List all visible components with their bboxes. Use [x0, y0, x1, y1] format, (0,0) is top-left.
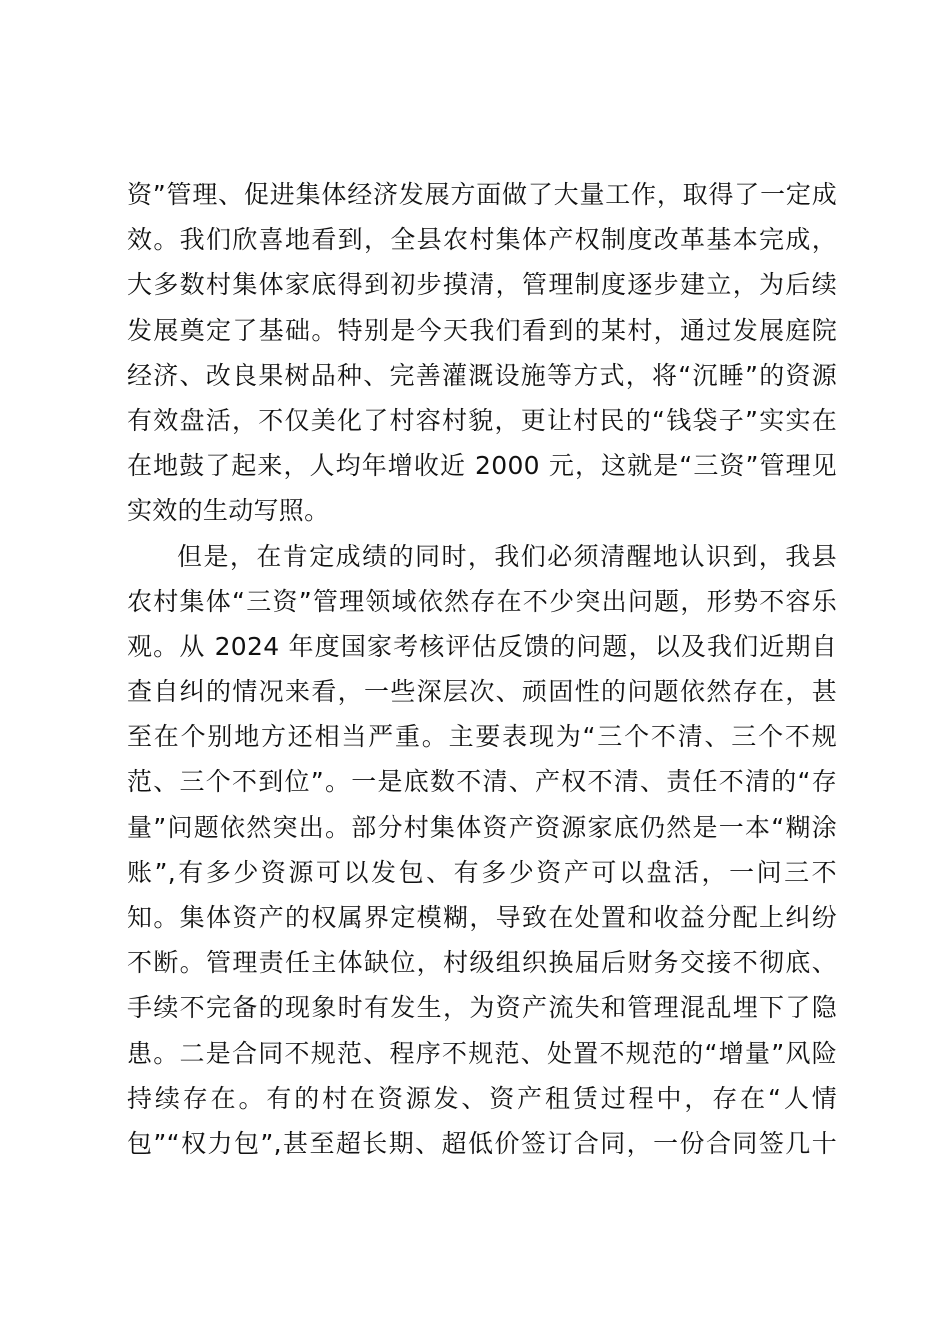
text-line: 观。从 2024 年度国家考核评估反馈的问题，以及我们近期自 — [127, 631, 837, 661]
text-line: 查自纠的情况来看，一些深层次、顽固性的问题依然存在，甚 — [127, 677, 837, 707]
text-line: 经济、改良果树品种、完善灌溉设施等方式，将“沉睡”的资源 — [127, 360, 837, 390]
text-line: 在地鼓了起来，人均年增收近 2000 元，这就是“三资”管理见 — [127, 451, 837, 481]
text-line: 但是，在肯定成绩的同时，我们必须清醒地认识到，我县 — [177, 541, 837, 571]
text-line: 持续存在。有的村在资源发、资产租赁过程中，存在“人情 — [127, 1083, 837, 1113]
text-line: 效。我们欣喜地看到，全县农村集体产权制度改革基本完成， — [127, 225, 837, 255]
text-line: 资”管理、促进集体经济发展方面做了大量工作，取得了一定成 — [127, 180, 837, 209]
text-line: 知。集体资产的权属界定模糊，导致在处置和收益分配上纠纷 — [127, 903, 837, 932]
text-line: 不断。管理责任主体缺位，村级组织换届后财务交接不彻底、 — [127, 948, 837, 978]
text-line: 发展奠定了基础。特别是今天我们看到的某村，通过发展庭院 — [127, 315, 837, 345]
text-line: 患。二是合同不规范、程序不规范、处置不规范的“增量”风险 — [127, 1038, 837, 1068]
body-text — [127, 172, 837, 1166]
paragraph-2 — [127, 534, 837, 1167]
text-line: 量”问题依然突出。部分村集体资产资源家底仍然是一本“糊涂 — [127, 812, 837, 842]
text-line: 农村集体“三资”管理领域依然存在不少突出问题，形势不容乐 — [127, 586, 837, 616]
text-line: 账”,有多少资源可以发包、有多少资产可以盘活，一问三不 — [127, 857, 837, 887]
text-line: 范、三个不到位”。一是底数不清、产权不清、责任不清的“存 — [127, 767, 837, 797]
text-line: 至在个别地方还相当严重。主要表现为“三个不清、三个不规 — [127, 722, 837, 752]
text-line: 包”“权力包”,甚至超长期、超低价签订合同，一份合同签几十 — [127, 1128, 837, 1158]
text-line: 实效的生动写照。 — [127, 496, 330, 526]
text-line: 手续不完备的现象时有发生，为资产流失和管理混乱埋下了隐 — [127, 993, 837, 1023]
paragraph-1 — [127, 172, 837, 534]
text-line: 有效盘活，不仅美化了村容村貌，更让村民的“钱袋子”实实在 — [127, 405, 837, 435]
text-line: 大多数村集体家底得到初步摸清，管理制度逐步建立，为后续 — [127, 270, 837, 300]
